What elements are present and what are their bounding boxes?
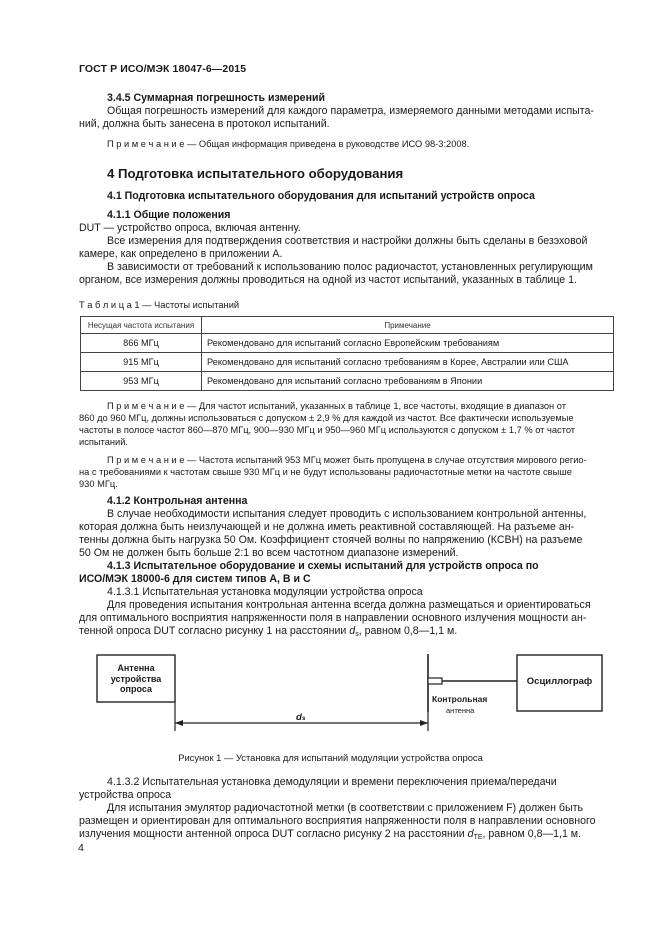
note-1-line-3: частоты в полосе частот 860—870 МГц, 900—930 МГц и 950—960 МГц используются с допуском ± 1,7 % от частот <box>79 425 576 435</box>
note-1-label: П р и м е ч а н и е <box>107 401 185 411</box>
table-caption-text: 1 — Частоты испытаний <box>131 300 240 310</box>
table-cell-frequency: 866 МГц <box>81 334 202 353</box>
figure-1-caption: Рисунок 1 — Установка для испытаний модуляции устройства опроса <box>178 752 483 763</box>
note-1-line-4: испытаний. <box>79 437 128 447</box>
note-2-text-1: — Частота испытаний 953 МГц может быть пропущена в случае отсутствия мирового регио- <box>184 455 587 465</box>
section-4132-line-3 <box>79 828 581 844</box>
section-411-line-2: Все измерения для подтверждения соответствия и настройки должны быть сделаны в безэховой <box>107 235 588 247</box>
antenna-connector <box>428 678 442 684</box>
section-4131-title: 4.1.3.1 Испытательная установка модуляции устройства опроса <box>107 586 423 598</box>
distance-symbol: d <box>296 712 302 723</box>
antenna-box-label <box>97 663 175 695</box>
table-cell-note: Рекомендовано для испытаний согласно требованиям в Японии <box>202 372 614 391</box>
section-411-line-5: органом, все измерения должны проводиться на одной из частот испытаний, указанных в таблице 1. <box>79 274 577 286</box>
section-4132-line-2: размещен и ориентирован для оптимального восприятия напряженности поля в направлении основного <box>79 815 596 827</box>
section-411-title: 4.1.1 Общие положения <box>107 209 231 221</box>
table-header-note: Примечание <box>202 317 614 334</box>
page-number: 4 <box>78 842 84 854</box>
distance-subscript: s <box>355 631 359 638</box>
section-4132-title-2: устройства опроса <box>79 789 172 801</box>
text-span: излучения мощности антенной опроса DUT согласно рисунку 2 на расстоянии <box>79 828 468 840</box>
note-text: — Общая информация приведена в руководстве ИСО 98-3:2008. <box>184 139 470 149</box>
section-345-text-2: ний, должна быть занесена в протокол испытаний. <box>79 118 330 130</box>
section-41-title: 4.1 Подготовка испытательного оборудования для испытаний устройств опроса <box>107 190 535 202</box>
distance-subscript: s <box>301 715 306 722</box>
antenna-label-line: опроса <box>120 684 152 694</box>
table-caption-label: Т а б л и ц а <box>79 300 132 310</box>
table-cell-frequency: 915 МГц <box>81 353 202 372</box>
document-header: ГОСТ Р ИСО/МЭК 18047-6—2015 <box>79 63 247 75</box>
note-label: П р и м е ч а н и е <box>107 139 185 149</box>
note-1-text-1: — Для частот испытаний, указанных в таблице 1, все частоты, входящие в диапазон от <box>184 401 566 411</box>
reference-antenna-label-2: антенна <box>446 706 475 715</box>
table-header-frequency: Несущая частота испытания <box>81 317 202 334</box>
section-4131-line-2: для оптимального восприятия напряженности поля в направлении основного излучения мощности ан- <box>79 612 587 624</box>
section-4132-line-1: Для испытания эмулятор радиочастотной метки (в соответствии с приложением F) должен быть <box>107 802 583 814</box>
section-4131-line-1: Для проведения испытания контрольная антенна всегда должна размещаться и ориентироваться <box>107 599 591 611</box>
table-cell-note: Рекомендовано для испытаний согласно требованиям в Корее, Австралии или США <box>202 353 614 372</box>
distance-symbol: d <box>349 625 356 637</box>
section-411-line-1: DUT — устройство опроса, включая антенну. <box>79 222 301 234</box>
arrow-right-icon <box>420 720 428 726</box>
note-2-line-2: на с требованиями к частотам свыше 930 МГц и не будут использованы радиочастотные метки на частоте свыше <box>79 467 572 477</box>
text-span: , равном 0,8—1,1 м. <box>482 828 581 840</box>
distance-label <box>296 712 305 723</box>
section-412-line-2: которая должна быть неизлучающей и не должна иметь реактивной составляющей. На разъеме ан- <box>79 521 575 533</box>
antenna-label-line: Антенна <box>117 663 155 673</box>
reference-antenna-label-1: Контрольная <box>432 694 488 704</box>
section-413-title-1: 4.1.3 Испытательное оборудование и схемы испытаний для устройств опроса по <box>107 560 539 572</box>
section-412-title: 4.1.2 Контрольная антенна <box>107 495 248 507</box>
section-412-line-4: 50 Ом не должен быть больше 2:1 во всем частотном диапазоне измерений. <box>79 547 459 559</box>
text-span: тенной опроса DUT согласно рисунку 1 на расстоянии <box>79 625 350 637</box>
oscilloscope-label: Осциллограф <box>526 676 593 687</box>
section-412-line-1: В случае необходимости испытания следует проводить с использованием контрольной антенны, <box>107 508 587 520</box>
antenna-label-line: устройства <box>110 673 162 684</box>
section-411-line-4: В зависимости от требований к использованию полос радиочастот, установленных регулирующим <box>107 261 593 273</box>
section-345-text-1: Общая погрешность измерений для каждого параметра, измеряемого данными методами испыта- <box>107 105 594 117</box>
section-345-title: 3.4.5 Суммарная погрешность измерений <box>107 92 325 104</box>
section-412-line-3: тенны должна быть нагрузка 50 Ом. Коэффициент стоячей волны по напряжению (КСВН) на разъеме <box>79 534 583 546</box>
note-2-line-3: 930 МГц. <box>79 479 118 489</box>
section-411-line-3: камере, как определено в приложении А. <box>79 248 283 260</box>
table-cell-note: Рекомендовано для испытаний согласно Европейским требованиям <box>202 334 614 353</box>
distance-symbol: d <box>467 828 474 840</box>
distance-subscript: TE <box>473 834 483 841</box>
note-1-line-2: 860 до 960 МГц, должны использоваться с допуском ± 2,9 % для каждой из частот. Все фактически используемые <box>79 413 574 423</box>
section-4-title: 4 Подготовка испытательного оборудования <box>107 166 404 181</box>
section-4132-title-1: 4.1.3.2 Испытательная установка демодуляции и времени переключения приема/передачи <box>107 776 557 788</box>
table-cell-frequency: 953 МГц <box>81 372 202 391</box>
text-span: , равном 0,8—1,1 м. <box>358 625 458 637</box>
arrow-left-icon <box>175 720 183 726</box>
note-2-label: П р и м е ч а н и е <box>107 455 185 465</box>
section-413-title-2: ИСО/МЭК 18000-6 для систем типов А, В и С <box>79 573 311 585</box>
